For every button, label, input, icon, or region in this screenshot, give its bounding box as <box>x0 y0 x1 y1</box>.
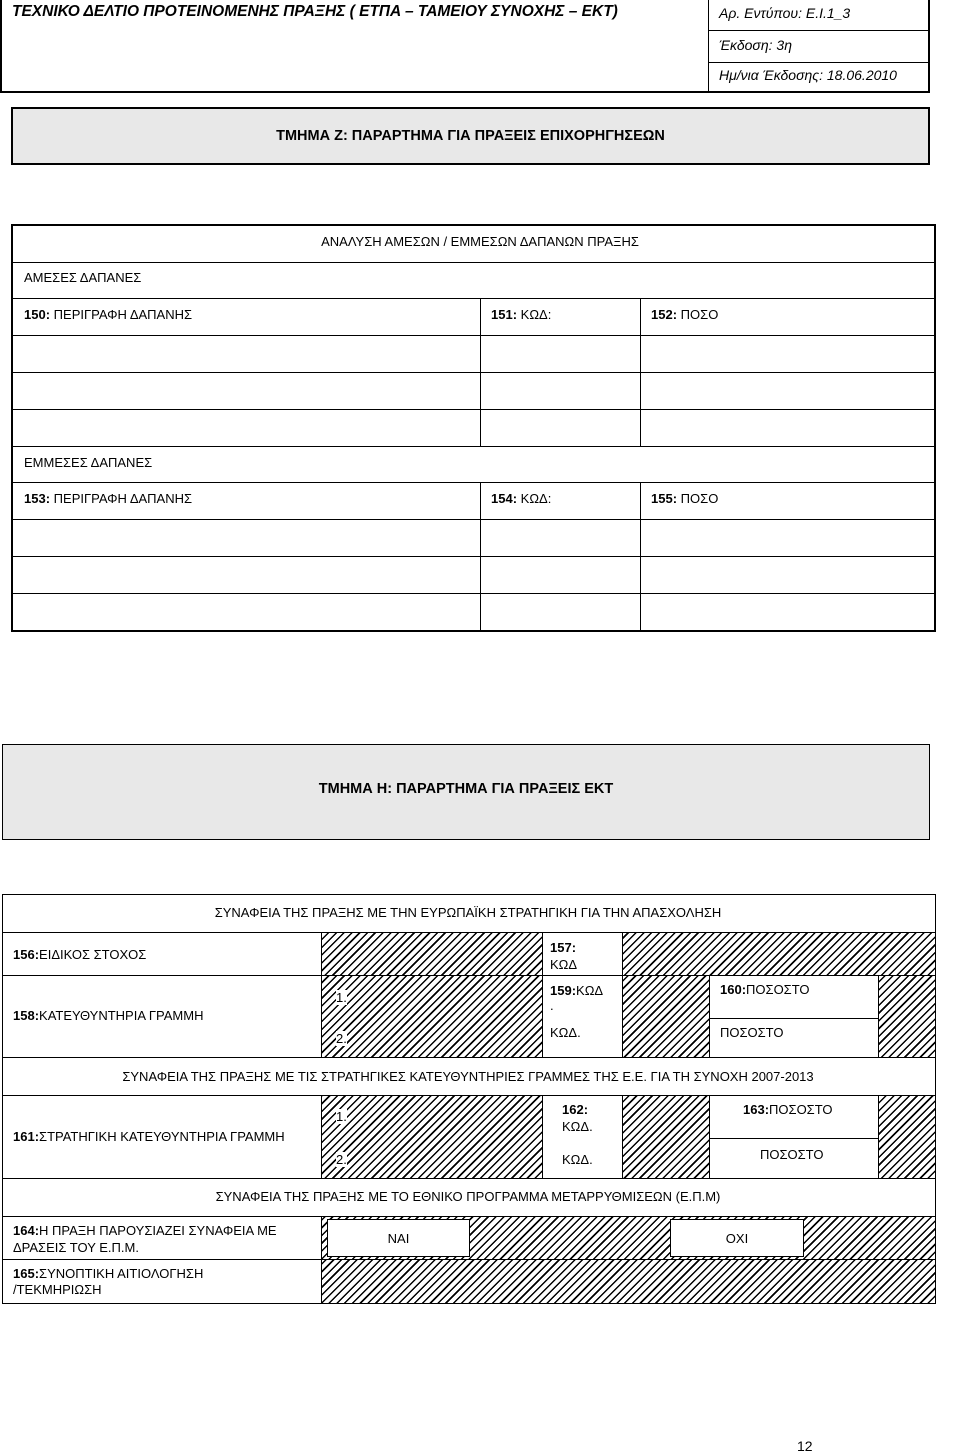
field-159-disabled <box>623 976 709 1057</box>
field-155-input-2[interactable] <box>641 557 934 593</box>
field-162-disabled <box>623 1096 709 1178</box>
field-159-kod-2: ΚΩΔ. <box>550 1025 581 1040</box>
field-156-disabled <box>321 933 542 975</box>
indirect-costs-heading: ΕΜΜΕΣΕΣ ΔΑΠΑΝΕΣ <box>24 455 153 470</box>
field-157-label: 157: ΚΩΔ <box>550 940 578 972</box>
field-156-label: 156:ΕΙΔΙΚΟΣ ΣΤΟΧΟΣ <box>13 947 147 962</box>
field-162-kod-2: ΚΩΔ. <box>562 1152 593 1167</box>
field-158-item-1: 1. <box>336 990 347 1005</box>
field-152-input-3[interactable] <box>641 410 934 446</box>
field-163-label: 163:ΠΟΣΟΣΤΟ <box>743 1102 833 1117</box>
field-154-input-3[interactable] <box>481 594 640 630</box>
field-157-disabled <box>623 933 935 975</box>
no-option[interactable] <box>670 1219 804 1257</box>
field-152-label: 152: ΠΟΣΟ <box>651 307 719 322</box>
field-161-label: 161:ΣΤΡΑΤΗΓΙΚΗ ΚΑΤΕΥΘΥΝΤΗΡΙΑ ΓΡΑΜΜΗ <box>13 1129 285 1144</box>
section-h-title-box <box>2 744 930 840</box>
field-153-input-1[interactable] <box>13 520 480 556</box>
field-152-input-2[interactable] <box>641 373 934 409</box>
costs-table-title: ΑΝΑΛΥΣΗ ΑΜΕΣΩΝ / ΕΜΜΕΣΩΝ ΔΑΠΑΝΩΝ ΠΡΑΞΗΣ <box>321 234 639 249</box>
direct-costs-heading: ΑΜΕΣΕΣ ΔΑΠΑΝΕΣ <box>24 270 142 285</box>
yes-option[interactable] <box>327 1219 470 1257</box>
field-158-disabled <box>322 976 542 1057</box>
section-z-title-box <box>11 107 930 165</box>
indirect-row-1 <box>13 520 934 556</box>
field-161-item-2: 2. <box>336 1152 347 1167</box>
direct-row-2 <box>13 373 934 409</box>
header-issue-date: Ημ/νια Έκδοσης: 18.06.2010 <box>719 67 897 83</box>
field-165-disabled <box>322 1260 935 1303</box>
field-163-pososto-2: ΠΟΣΟΣΤΟ <box>760 1147 824 1162</box>
field-150-input-2[interactable] <box>13 373 480 409</box>
field-165-label: 165:ΣΥΝΟΠΤΙΚΗ ΑΙΤΙΟΛΟΓΗΣΗ /ΤΕΚΜΗΡΙΩΣΗ <box>13 1266 204 1297</box>
no-option-label: ΟΧΙ <box>725 1231 749 1246</box>
page-number: 12 <box>797 1438 813 1454</box>
field-151-input-3[interactable] <box>481 410 640 446</box>
yes-option-label: ΝΑΙ <box>387 1231 410 1246</box>
field-158-label: 158:ΚΑΤΕΥΘΥΝΤΗΡΙΑ ΓΡΑΜΜΗ <box>13 1008 204 1023</box>
field-151-input-1[interactable] <box>481 336 640 372</box>
section-z-title: ΤΜΗΜΑ Ζ: ΠΑΡΑΡΤΗΜΑ ΓΙΑ ΠΡΑΞΕΙΣ ΕΠΙΧΟΡΗΓΗΣΕΩΝ <box>276 128 665 144</box>
reform-heading: ΣΥΝΑΦΕΙΑ ΤΗΣ ΠΡΑΞΗΣ ΜΕ ΤΟ ΕΘΝΙΚΟ ΠΡΟΓΡΑΜΜΑ ΜΕΤΑΡΡΥΘΜΙΣΕΩΝ (Ε.Π.Μ) <box>215 1189 721 1204</box>
field-160-label: 160:ΠΟΣΟΣΤΟ <box>720 982 810 997</box>
field-151-label: 151: ΚΩΔ: <box>491 307 552 322</box>
field-153-label: 153: ΠΕΡΙΓΡΑΦΗ ΔΑΠΑΝΗΣ <box>24 491 193 506</box>
field-162-label: 162: ΚΩΔ. <box>562 1102 593 1134</box>
section-h-title: ΤΜΗΜΑ Η: ΠΑΡΑΡΤΗΜΑ ΓΙΑ ΠΡΑΞΕΙΣ ΕΚΤ <box>318 781 614 797</box>
field-163-disabled <box>879 1096 935 1178</box>
field-154-input-1[interactable] <box>481 520 640 556</box>
direct-row-3 <box>13 410 934 446</box>
employment-heading: ΣΥΝΑΦΕΙΑ ΤΗΣ ΠΡΑΞΗΣ ΜΕ ΤΗΝ ΕΥΡΩΠΑΪΚΗ ΣΤΡΑΤΗΓΙΚΗ ΓΙΑ ΤΗΝ ΑΠΑΣΧΟΛΗΣΗ <box>214 905 722 920</box>
header-title: ΤΕΧΝΙΚΟ ΔΕΛΤΙΟ ΠΡΟΤΕΙΝΟΜΕΝΗΣ ΠΡΑΞΗΣ ( ΕΤΠΑ – ΤΑΜΕΙΟΥ ΣΥΝΟΧΗΣ – ΕΚΤ) <box>12 3 618 20</box>
header-form-number: Αρ. Εντύπου: Ε.Ι.1_3 <box>719 5 851 21</box>
field-155-label: 155: ΠΟΣΟ <box>651 491 719 506</box>
field-152-input-1[interactable] <box>641 336 934 372</box>
header-row-line-2 <box>708 62 929 63</box>
direct-row-1 <box>13 336 934 372</box>
field-164-label: 164:Η ΠΡΑΞΗ ΠΑΡΟΥΣΙΑΖΕΙ ΣΥΝΑΦΕΙΑ ΜΕ ΔΡΑΣΕΙΣ ΤΟΥ Ε.Π.Μ. <box>13 1223 277 1255</box>
indirect-row-2 <box>13 557 934 593</box>
field-158-item-2: 2. <box>336 1031 347 1046</box>
field-160-pososto-2: ΠΟΣΟΣΤΟ <box>720 1025 784 1040</box>
field-151-input-2[interactable] <box>481 373 640 409</box>
field-150-input-1[interactable] <box>13 336 480 372</box>
strategic-heading: ΣΥΝΑΦΕΙΑ ΤΗΣ ΠΡΑΞΗΣ ΜΕ ΤΙΣ ΣΤΡΑΤΗΓΙΚΕΣ ΚΑΤΕΥΘΥΝΤΗΡΙΕΣ ΓΡΑΜΜΕΣ ΤΗΣ Ε.Ε. ΓΙΑ ΤΗ ΣΥΝΟΧΗ 2007-2013 <box>122 1069 814 1084</box>
header-row-line-1 <box>708 30 929 31</box>
field-150-label: 150: ΠΕΡΙΓΡΑΦΗ ΔΑΠΑΝΗΣ <box>24 307 193 322</box>
field-160-disabled <box>879 976 935 1057</box>
field-161-disabled <box>322 1096 542 1178</box>
header-divider <box>708 0 709 92</box>
field-153-input-3[interactable] <box>13 594 480 630</box>
indirect-row-3 <box>13 594 934 630</box>
header-version: Έκδοση: 3η <box>719 37 792 53</box>
field-153-input-2[interactable] <box>13 557 480 593</box>
field-154-label: 154: ΚΩΔ: <box>491 491 552 506</box>
field-155-input-3[interactable] <box>641 594 934 630</box>
field-159-label: 159:ΚΩΔ . <box>550 983 604 1013</box>
field-155-input-1[interactable] <box>641 520 934 556</box>
field-161-item-1: 1. <box>336 1109 347 1124</box>
field-154-input-2[interactable] <box>481 557 640 593</box>
